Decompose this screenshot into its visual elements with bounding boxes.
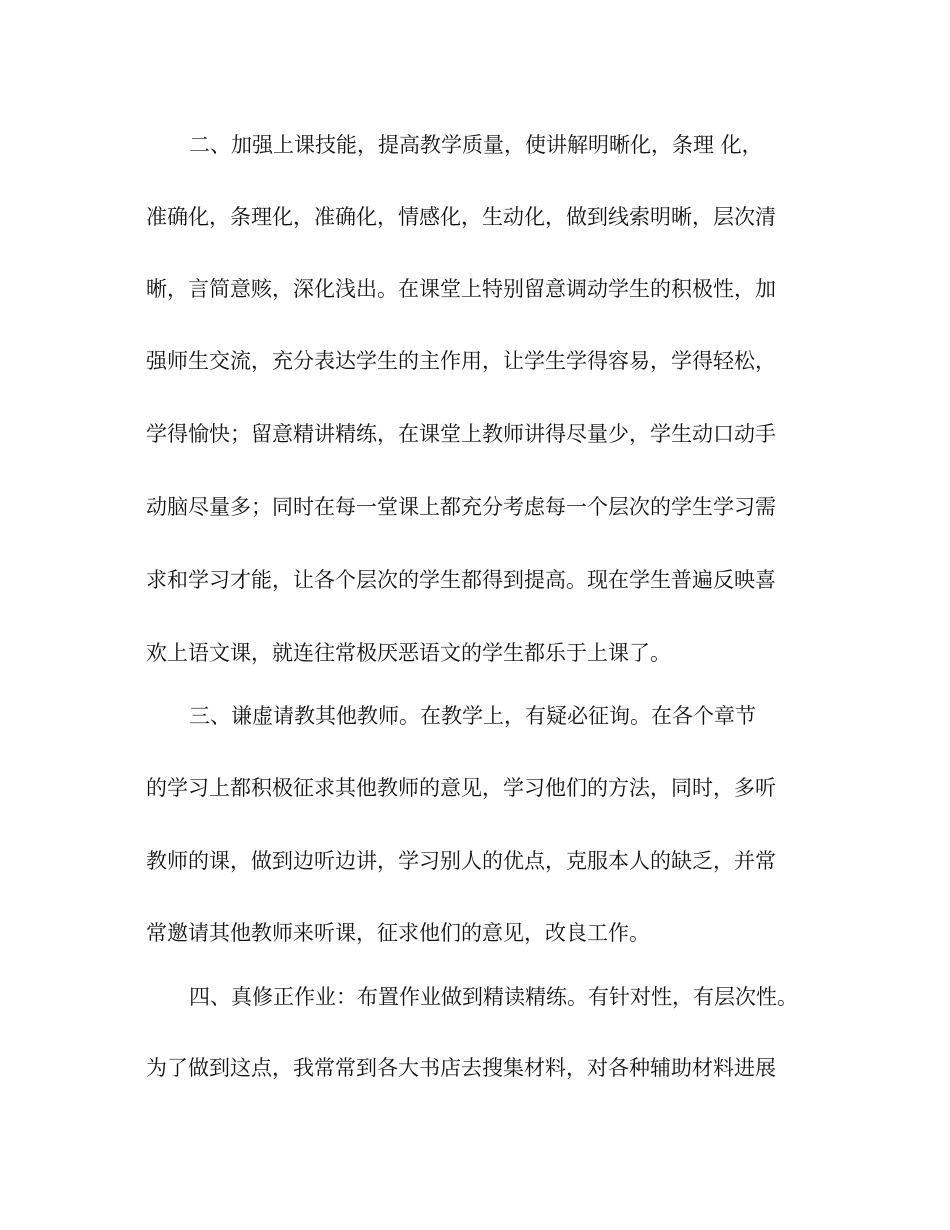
paragraph-4-line-2: 为了做到这点，我常常到各大书店去搜集材料，对各种辅助材料进展 (146, 1056, 776, 1080)
paragraph-2-line-6: 动脑尽量多；同时在每一堂课上都充分考虑每一个层次的学生学习需 (146, 495, 776, 519)
paragraph-3-line-4: 常邀请其他教师来听课，征求他们的意见，改良工作。 (146, 921, 650, 945)
paragraph-3-line-1: 三、谦虚请教其他教师。在教学上，有疑必征询。在各个章节 (189, 704, 756, 728)
paragraph-2-line-5: 学得愉快；留意精讲精练，在课堂上教师讲得尽量少，学生动口动手 (146, 422, 776, 446)
paragraph-3-line-3: 教师的课，做到边听边讲，学习别人的优点，克服本人的缺乏，并常 (146, 849, 776, 873)
paragraph-2-line-3: 晰，言简意赅，深化浅出。在课堂上特别留意调动学生的积极性，加 (146, 277, 776, 301)
paragraph-4-line-1: 四、真修正作业：布置作业做到精读精练。有针对性，有层次性。 (189, 985, 798, 1009)
paragraph-2-line-4: 强师生交流，充分表达学生的主作用，让学生学得容易，学得轻松， (146, 349, 776, 373)
paragraph-2-line-2: 准确化，条理化，准确化，情感化，生动化，做到线索明晰，层次清 (146, 205, 776, 229)
paragraph-2-line-7: 求和学习才能，让各个层次的学生都得到提高。现在学生普遍反映喜 (146, 568, 776, 592)
paragraph-3-line-2: 的学习上都积极征求其他教师的意见，学习他们的方法，同时，多听 (146, 776, 776, 800)
paragraph-2-line-1: 二、加强上课技能，提高教学质量，使讲解明晰化，条理 化， (189, 133, 763, 157)
paragraph-2-line-8: 欢上语文课，就连往常极厌恶语文的学生都乐于上课了。 (146, 641, 671, 665)
